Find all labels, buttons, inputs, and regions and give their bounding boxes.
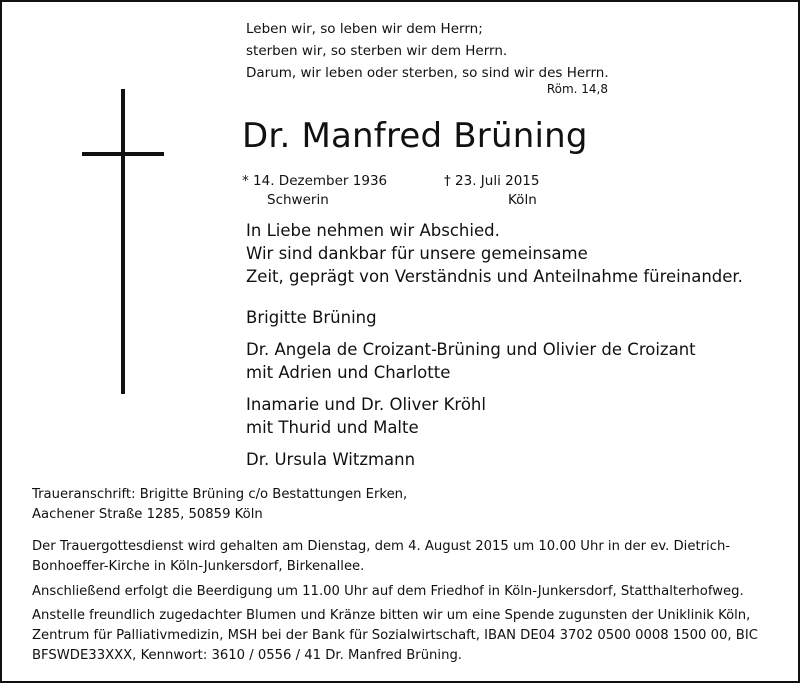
service-line: Bonhoeffer-Kirche in Köln-Junkersdorf, Birkenallee. bbox=[32, 559, 365, 574]
family-line: Inamarie und Dr. Oliver Kröhl bbox=[246, 395, 486, 414]
death-place: Köln bbox=[508, 192, 537, 208]
death-date: † 23. Juli 2015 bbox=[444, 173, 540, 189]
message-line: Zeit, geprägt von Verständnis und Anteilnahme füreinander. bbox=[246, 267, 743, 286]
birth-place: Schwerin bbox=[267, 192, 329, 208]
family-member bbox=[246, 393, 486, 439]
family-line: mit Thurid und Malte bbox=[246, 418, 419, 437]
family-line: mit Adrien und Charlotte bbox=[246, 363, 451, 382]
deceased-name: Dr. Manfred Brüning bbox=[242, 116, 588, 156]
donation-info bbox=[32, 606, 758, 666]
family-member bbox=[246, 338, 696, 384]
family-line: Dr. Angela de Croizant-Brüning und Olivier de Croizant bbox=[246, 340, 696, 359]
family-line: Dr. Ursula Witzmann bbox=[246, 450, 416, 469]
bible-verse bbox=[246, 18, 609, 84]
burial-info bbox=[32, 582, 744, 602]
verse-line: Darum, wir leben oder sterben, so sind wir des Herrn. bbox=[246, 65, 609, 81]
address-line: Aachener Straße 1285, 50859 Köln bbox=[32, 507, 263, 522]
donation-line: Zentrum für Palliativmedizin, MSH bei der Bank für Sozialwirtschaft, IBAN DE04 3702 0500 0008 1500 00, BIC bbox=[32, 628, 758, 643]
family-line: Brigitte Brüning bbox=[246, 308, 377, 327]
donation-line: Anstelle freundlich zugedachter Blumen und Kränze bitten wir um eine Spende zugunsten der Uniklinik Köln, bbox=[32, 608, 751, 623]
service-info bbox=[32, 537, 730, 577]
birth-date: * 14. Dezember 1936 bbox=[242, 173, 388, 189]
family-member bbox=[246, 448, 415, 471]
verse-line: sterben wir, so sterben wir dem Herrn. bbox=[246, 43, 508, 59]
message-line: Wir sind dankbar für unsere gemeinsame bbox=[246, 244, 588, 263]
family-member bbox=[246, 306, 377, 329]
mourning-address bbox=[32, 485, 407, 525]
verse-line: Leben wir, so leben wir dem Herrn; bbox=[246, 21, 483, 37]
service-line: Der Trauergottesdienst wird gehalten am Dienstag, dem 4. August 2015 um 10.00 Uhr in der ev. Dietrich- bbox=[32, 539, 731, 554]
cross-icon-bar bbox=[82, 152, 164, 156]
donation-line: BFSWDE33XXX, Kennwort: 3610 / 0556 / 41 Dr. Manfred Brüning. bbox=[32, 648, 463, 663]
farewell-message bbox=[246, 219, 743, 288]
message-line: In Liebe nehmen wir Abschied. bbox=[246, 221, 500, 240]
verse-reference: Röm. 14,8 bbox=[546, 82, 608, 96]
death-info bbox=[444, 172, 540, 210]
birth-info bbox=[242, 172, 387, 210]
burial-line: Anschließend erfolgt die Beerdigung um 11.00 Uhr auf dem Friedhof in Köln-Junkersdorf, Statthalterhofweg. bbox=[32, 584, 744, 599]
cross-icon bbox=[121, 89, 125, 394]
address-line: Traueranschrift: Brigitte Brüning c/o Bestattungen Erken, bbox=[32, 487, 408, 502]
